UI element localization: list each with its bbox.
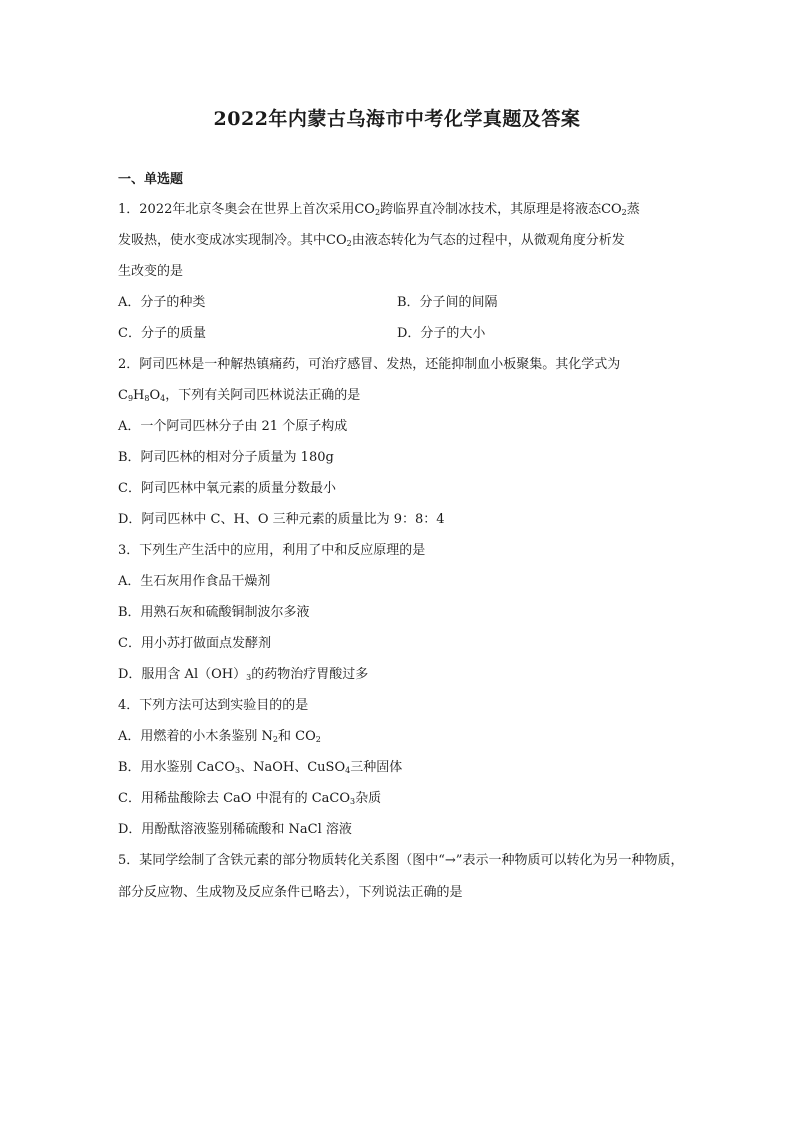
option-a: A．分子的种类 <box>118 295 206 310</box>
option-d: D．用酚酞溶液鉴别稀硫酸和 NaCl 溶液 <box>118 822 352 837</box>
document-body <box>118 168 684 908</box>
question-1-options-row-1 <box>118 287 684 318</box>
option-b: B．分子间的间隔 <box>397 295 498 310</box>
document-title: 2022年内蒙古乌海市中考化学真题及答案 <box>213 108 581 130</box>
option-a: A．一个阿司匹林分子由 21 个原子构成 <box>118 419 348 434</box>
question-2-stem-line-1: 2．阿司匹林是一种解热镇痛药，可治疗感冒、发热，还能抑制血小板聚集。其化学式为 <box>118 357 621 372</box>
chemical-formula: $C_9H_8O_4$ <box>118 388 166 403</box>
option-b: B．用熟石灰和硫酸铜制波尔多液 <box>118 605 310 620</box>
option-d: D．服用含 $Al(OH)_3$的药物治疗胃酸过多 <box>118 667 369 682</box>
question-2 <box>118 349 684 535</box>
option-d: D．分子的大小 <box>397 326 486 341</box>
question-5-stem: 5．某同学绘制了含铁元素的部分物质转化关系图（图中“→”表示一种物质可以转化为另一种物质，部分反应物、生成物及反应条件已略去），下列说法正确的是 <box>118 853 684 900</box>
question-3-stem: 3．下列生产生活中的应用，利用了中和反应原理的是 <box>118 543 426 558</box>
option-d: D．阿司匹林中 C、H、O 三种元素的质量比为 9：8：4 <box>118 512 445 527</box>
question-5 <box>118 845 684 908</box>
option-c: C．用稀盐酸除去 CaO 中混有的 CaCO$_3$杂质 <box>118 791 382 806</box>
question-1-stem-line-3: 生改变的是 <box>118 264 184 279</box>
question-1 <box>118 194 684 349</box>
question-1-options-row-2 <box>118 318 684 349</box>
question-4 <box>118 690 684 845</box>
question-2-stem-line-2: $C_9H_8O_4$，下列有关阿司匹林说法正确的是 <box>118 388 361 403</box>
question-4-stem: 4．下列方法可达到实验目的的是 <box>118 698 309 713</box>
option-b: B．阿司匹林的相对分子质量为 180g <box>118 450 334 465</box>
option-c: C．阿司匹林中氧元素的质量分数最小 <box>118 481 336 496</box>
question-1-stem-line-1: 1．2022年北京冬奥会在世界上首次采用$CO_2$跨临界直冷制冰技术，其原理是将液态$CO_2$蒸 <box>118 202 640 217</box>
option-a: A．用燃着的小木条鉴别 $N_2$和 $CO_2$ <box>118 729 321 744</box>
option-a: A．生石灰用作食品干燥剂 <box>118 574 271 589</box>
option-c: C．用小苏打做面点发酵剂 <box>118 636 271 651</box>
section-heading: 一、单选题 <box>118 172 184 187</box>
question-1-stem-line-2: 发吸热，使水变成冰实现制冷。其中$CO_2$由液态转化为气态的过程中，从微观角度分析发 <box>118 233 625 248</box>
option-b: B．用水鉴别 CaCO$_3$、NaOH、CuSO$_4$三种固体 <box>118 760 403 775</box>
question-3 <box>118 535 684 690</box>
option-c: C．分子的质量 <box>118 326 206 341</box>
